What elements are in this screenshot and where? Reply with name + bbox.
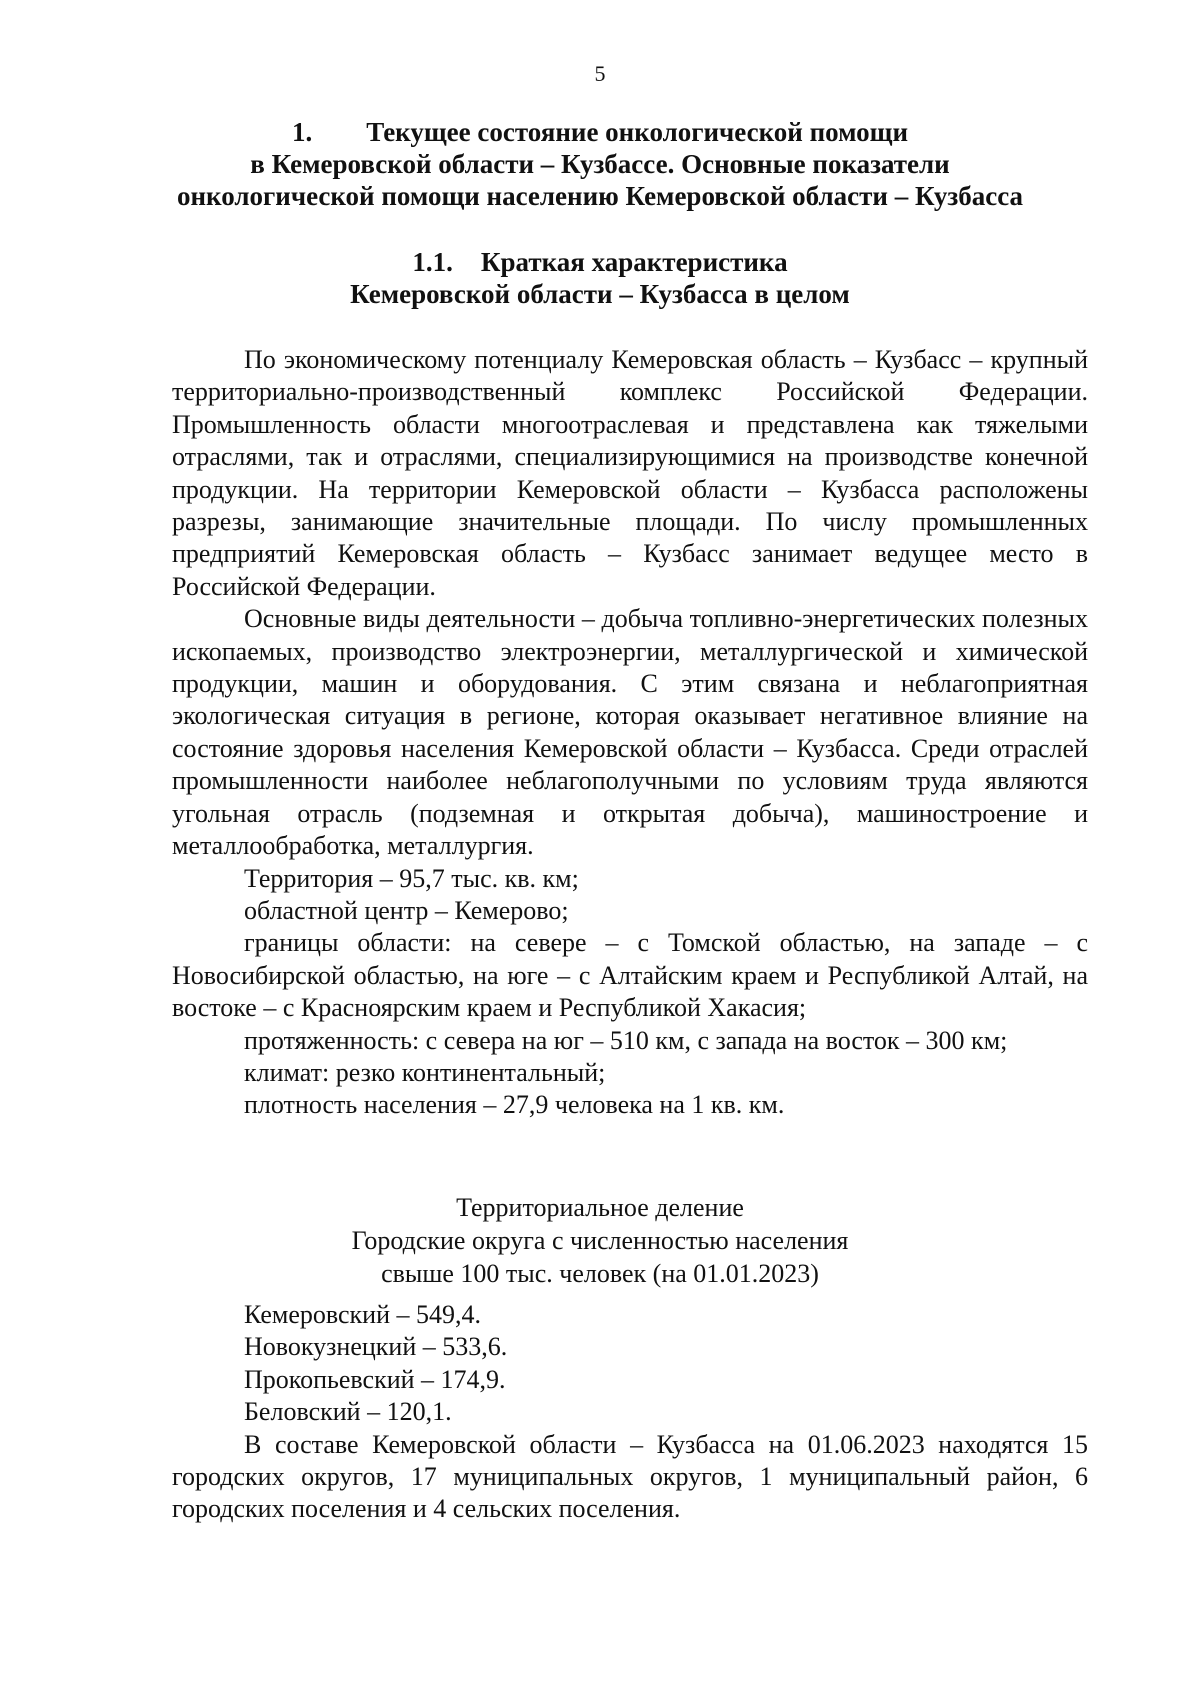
section-title-line: онкологической помощи населению Кемеровской области – Кузбасса [176, 181, 1024, 211]
fact-borders: границы области: на севере – с Томской областью, на западе – с Новосибирской областью, на юге – с Алтайским краем и Республикой Алтай, на востоке – с Красноярским краем и Республикой Хакасия; [172, 928, 1088, 1023]
subsection-number: 1.1. [412, 247, 453, 277]
section-number: 1. [291, 117, 313, 147]
division-list-block [172, 1299, 1088, 1526]
district-item: Прокопьевский – 174,9. [244, 1364, 506, 1394]
district-item: Новокузнецкий – 533,6. [244, 1332, 508, 1362]
section-heading [150, 116, 1050, 212]
division-title-line: Территориальное деление [456, 1193, 744, 1222]
paragraph-economy: По экономическому потенциалу Кемеровская область – Кузбасс – крупный территориально-производственный комплекс Российской Федерации. Промышленность области многоотраслевая и представлена как тяжелыми отраслями, так и отраслями, специализирующимися на производстве конечной продукции. На территории Кемеровской области – Кузбасса расположены разрезы, занимающие значительные площади. По числу промышленных предприятий Кемеровская область – Кузбасс занимает ведущее место в Российской Федерации. [172, 345, 1088, 601]
subsection-heading [150, 246, 1050, 310]
main-text-block [172, 344, 1088, 1122]
fact-territory: Территория – 95,7 тыс. кв. км; [244, 863, 579, 893]
section-heading-line-1 [150, 116, 1050, 148]
subsection-title-line: Краткая характеристика [480, 247, 788, 277]
district-item: Беловский – 120,1. [244, 1397, 452, 1427]
district-item: Кемеровский – 549,4. [244, 1300, 482, 1329]
division-title-line: Городские округа с численностью населения [351, 1226, 849, 1255]
subsection-title-line: Кемеровской области – Кузбасса в целом [350, 279, 850, 309]
division-title [150, 1191, 1050, 1290]
fact-climate: климат: резко континентальный; [244, 1057, 606, 1087]
fact-center: областной центр – Кемерово; [244, 895, 569, 925]
paragraph-activities: Основные виды деятельности – добыча топливно-энергетических полезных ископаемых, производство электроэнергии, металлургической и химической продукции, машин и оборудования. С этим связана и неблагоприятная экологическая ситуация в регионе, которая оказывает негативное влияние на состояние здоровья населения Кемеровской области – Кузбасса. Среди отраслей промышленности наиболее неблагополучными по условиям труда являются угольная отрасль (подземная и открытая добыча), машиностроение и металлообработка, металлургия. [172, 604, 1088, 861]
subsection-heading-line-1 [150, 246, 1050, 278]
fact-extent: протяженность: с севера на юг – 510 км, с запада на восток – 300 км; [244, 1025, 1008, 1055]
division-title-line: свыше 100 тыс. человек (на 01.01.2023) [381, 1259, 819, 1288]
fact-density: плотность населения – 27,9 человека на 1 кв. км. [244, 1090, 785, 1120]
section-title-line: Текущее состояние онкологической помощи [366, 117, 909, 147]
division-summary: В составе Кемеровской области – Кузбасса на 01.06.2023 находятся 15 городских округов, 17 муниципальных округов, 1 муниципальный район, 6 городских поселения и 4 сельских поселения. [172, 1429, 1088, 1524]
section-title-line: в Кемеровской области – Кузбассе. Основные показатели [250, 149, 950, 179]
page-number: 5 [594, 61, 606, 86]
